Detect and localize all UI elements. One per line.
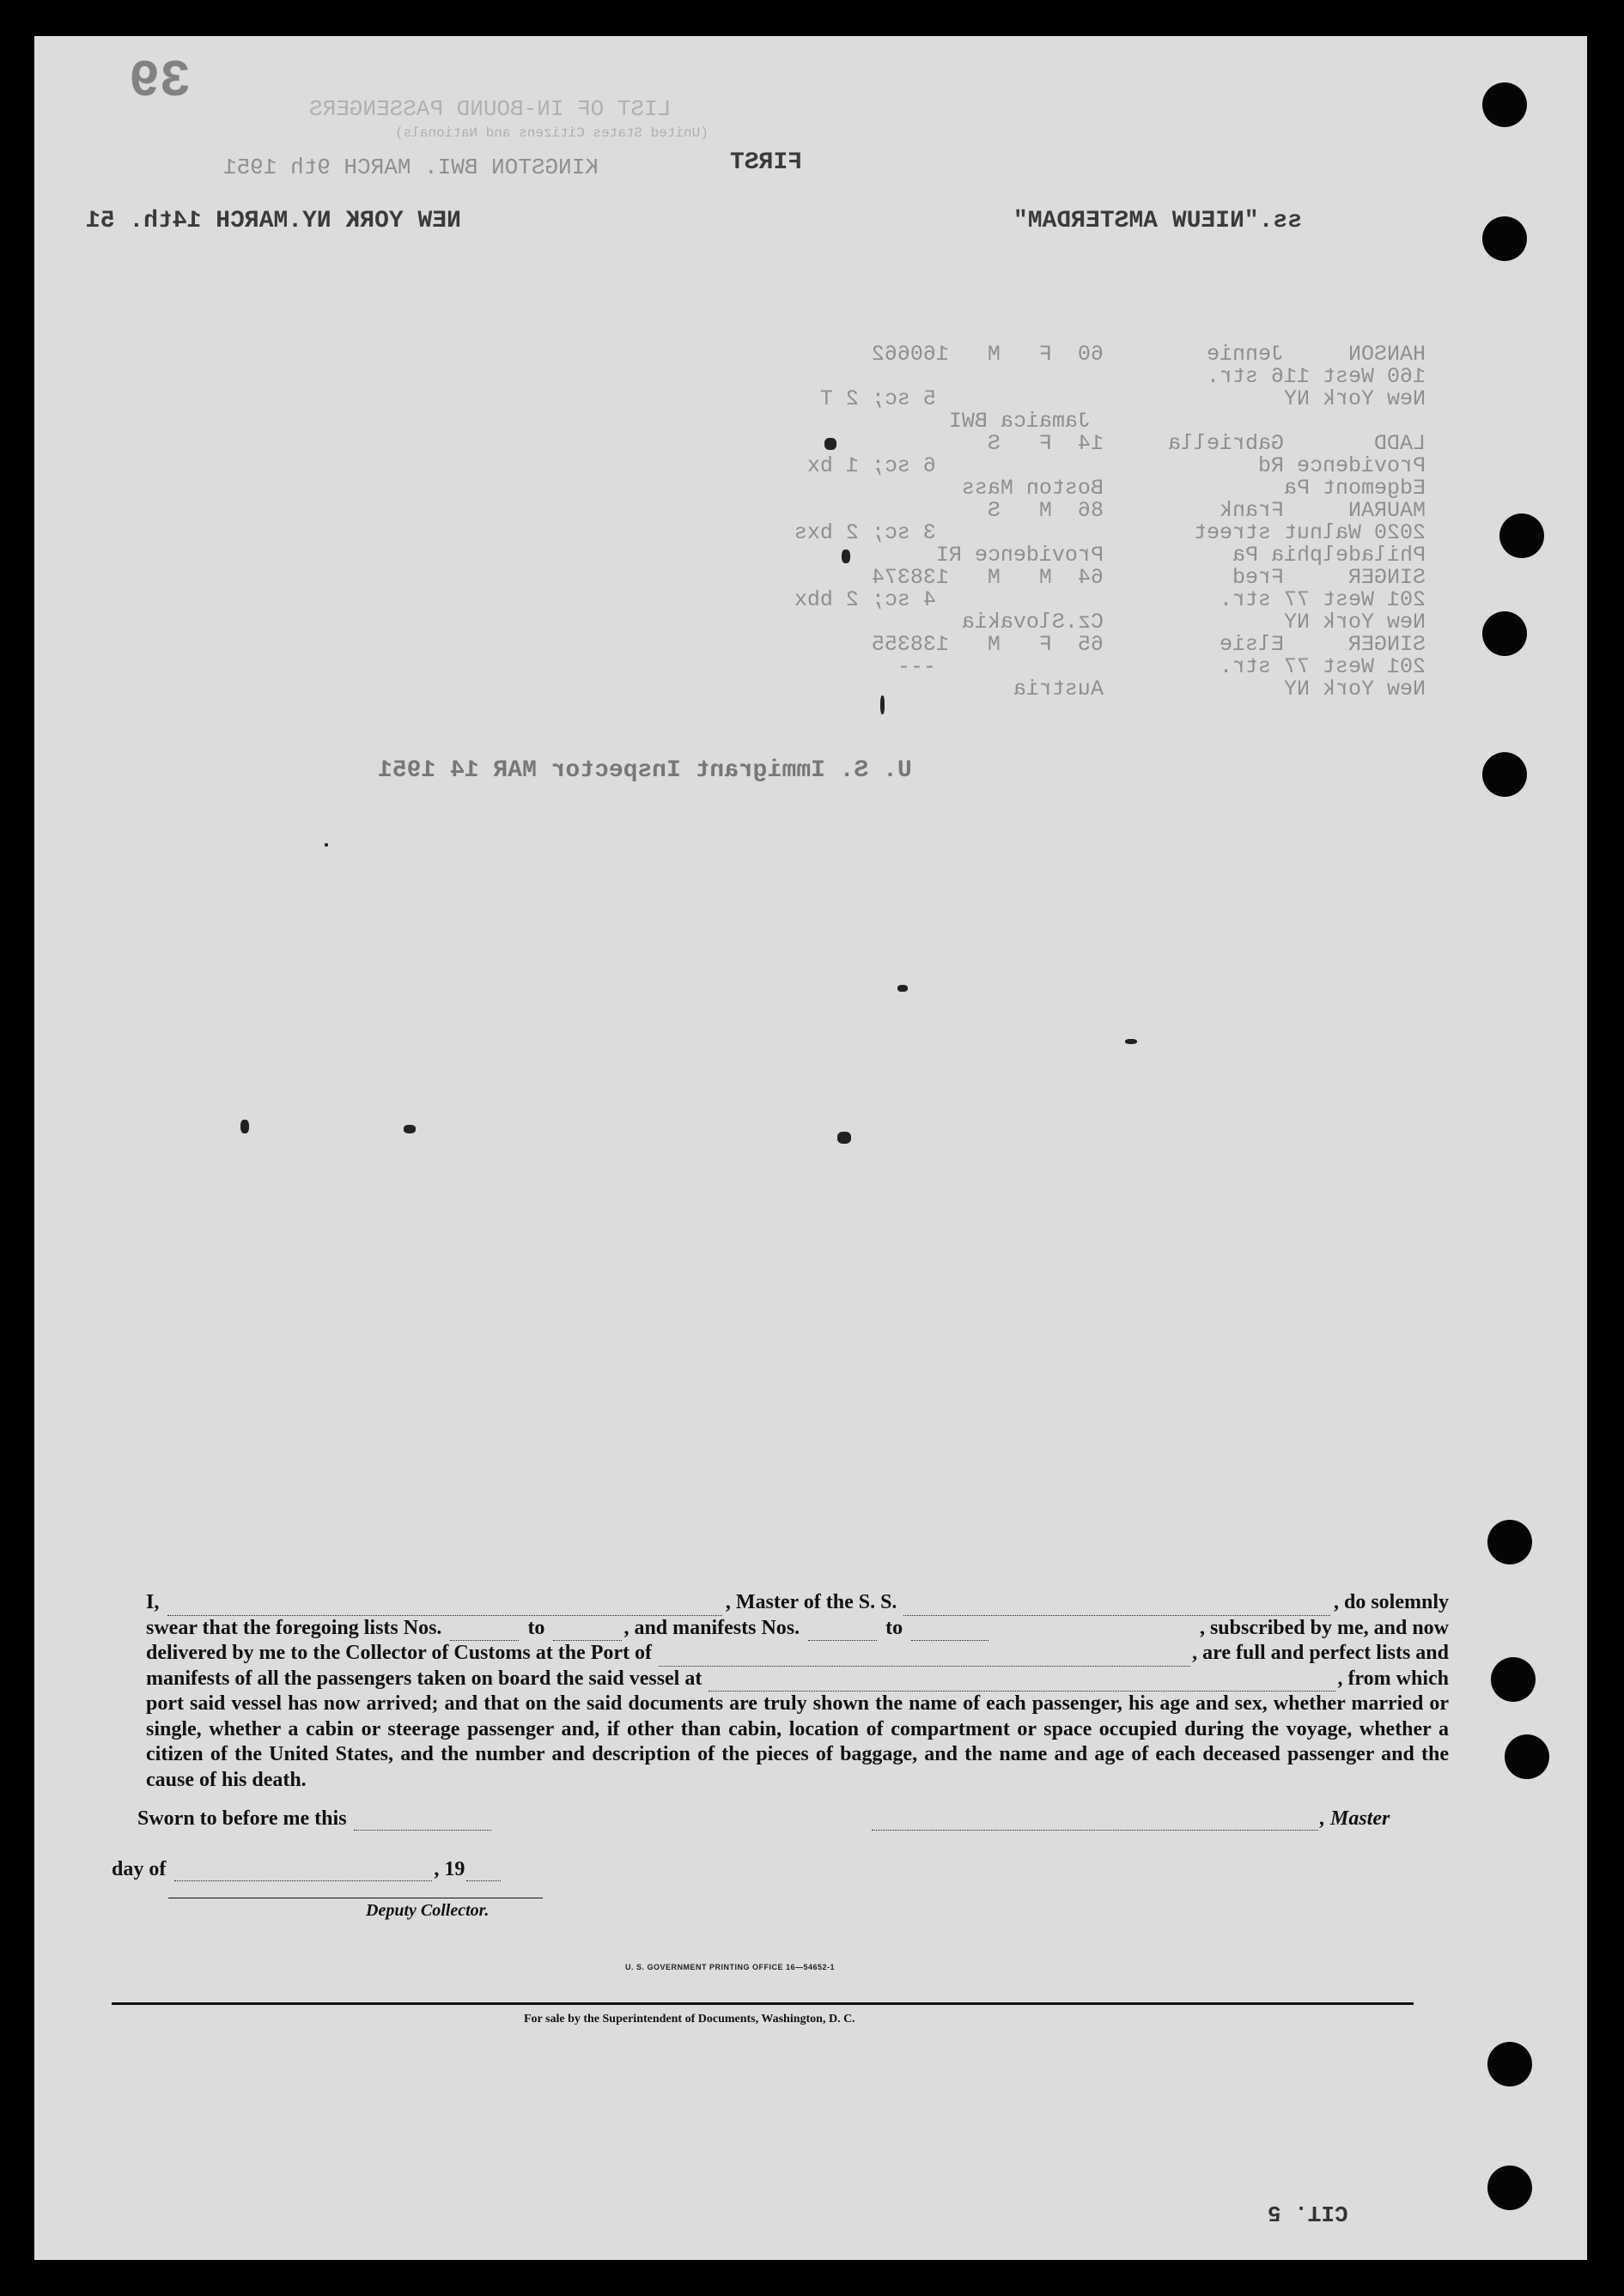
bleed-row: New York NY Cz.Slovakia [961,610,1426,635]
ship-name-blank[interactable] [903,1600,1330,1616]
day-of-label: day of [112,1858,167,1880]
bleed-row: SINGER Fred 64 M M 138374 [871,565,1426,590]
footer-rule [112,2002,1414,2005]
punch-hole [1499,513,1544,558]
bleed-header-title: LIST OF IN-BOUND PASSENGERS [309,96,672,122]
bleed-header-sub: (United States Citizens and Nationals) [395,125,709,141]
day-of-line [112,1858,501,1881]
bleed-row: Edgemont Pa Boston Mass [961,476,1426,501]
bleed-row: 201 West 77 str. --- [897,654,1426,679]
bleed-line1: KINGSTON BWI. MARCH 9th 1951 [223,155,599,180]
bleed-row: SINGER Elsie 65 F M 138355 [871,632,1426,657]
bleed-row: 160 West 116 str. [1206,364,1426,389]
printing-office-imprint: U. S. GOVERNMENT PRINTING OFFICE 16—54652-1 [625,1963,836,1971]
document-page [34,36,1587,2260]
oath-body: port said vessel has now arrived; and that on the said documents are truly shown the name of each passenger, his age and sex, whether married or single, whether a cabin or steerage passenger and, if other than cabin, location of compartment or space occupied during the voyage, whether a citizen of the United States, and the number and description of the pieces of baggage, and the name and age of each deceased passenger and the cause of his death. [146,1692,1449,1791]
punch-hole [1482,82,1527,127]
ink-speck [824,438,836,450]
manifest-from-blank[interactable] [808,1625,877,1641]
bleed-row: 201 West 77 str. 4 sc; 2 bbx [794,587,1426,612]
bleed-passenger-rows [412,343,1426,701]
punch-hole [1505,1734,1549,1779]
punch-hole [1482,611,1527,656]
sworn-label: Sworn to before me this [137,1807,347,1830]
list-to-blank[interactable] [553,1625,622,1641]
sworn-date-blank[interactable] [354,1814,491,1831]
corner-number: CIT. 5 [1268,2200,1348,2226]
master-signature-blank[interactable] [872,1814,1318,1831]
master-signature-line [872,1807,1390,1831]
day-of-blank[interactable] [174,1865,432,1881]
master-label: , Master [1320,1807,1390,1830]
year-blank[interactable] [466,1865,501,1881]
ink-speck [880,695,885,714]
bleed-line2: NEW YORK NY.MARCH 14th. 51 [86,208,461,234]
sworn-line [137,1807,491,1831]
port-blank[interactable] [659,1650,1190,1667]
punch-hole [1491,1657,1536,1702]
list-from-blank[interactable] [450,1625,519,1641]
bleed-row: Providence Rd 6 sc; 1 bx [806,453,1426,478]
punch-hole [1487,2165,1532,2210]
bleed-row: 2020 Walnut street 3 sc; 2 bxs [794,520,1426,545]
bleed-mark: 39 [129,53,192,112]
oath-line-4: manifests of all the passengers taken on board the said vessel at , from which [146,1667,1449,1692]
punch-hole [1482,216,1527,261]
manifest-to-blank[interactable] [911,1625,988,1641]
punch-hole [1482,752,1527,797]
bleed-row: MAURAN Frank 86 M S [987,498,1426,523]
ink-speck [325,843,328,847]
bleed-row: New York NY 5 sc; 2 T [819,386,1426,411]
punch-hole [1487,2042,1532,2086]
oath-line-3: delivered by me to the Collector of Customs at the Port of , are full and perfect lists and [146,1641,1449,1667]
ink-speck [240,1120,249,1133]
ink-speck [1125,1039,1137,1044]
bleed-ship: ss."NIEUW AMSTERDAM" [1013,208,1303,234]
ink-speck [837,1132,851,1144]
year-label: , 19 [434,1858,465,1880]
departure-port-blank[interactable] [709,1675,1335,1692]
master-name-blank[interactable] [167,1600,722,1616]
bleed-row: New York NY Austria [1013,677,1426,702]
bleed-row: LADD Gabriella 14 F S [987,431,1426,456]
oath-paragraph [146,1590,1449,1793]
oath-line-1: I, , Master of the S. S. , do solemnly [146,1590,1449,1616]
bleed-class: FIRST [730,149,803,176]
punch-hole [1487,1520,1532,1564]
ink-speck [404,1125,416,1133]
bleed-row: HANSON Jennie 60 F M 160662 [871,342,1426,367]
inspector-stamp: U. S. Immigrant Inspector MAR 14 1951 [378,757,912,784]
oath-line-2: swear that the foregoing lists Nos. to , and manifests Nos. to , subscribed by me, and now [146,1616,1449,1642]
bleed-row: Jamaica BWI [948,409,1426,434]
deputy-collector-label: Deputy Collector. [366,1901,490,1920]
ink-speck [897,985,908,992]
ink-speck [842,550,850,563]
footer-text: For sale by the Superintendent of Documents, Washington, D. C. [524,2013,855,2026]
bleed-row: Philadelphia Pa Providence RI [935,543,1426,568]
